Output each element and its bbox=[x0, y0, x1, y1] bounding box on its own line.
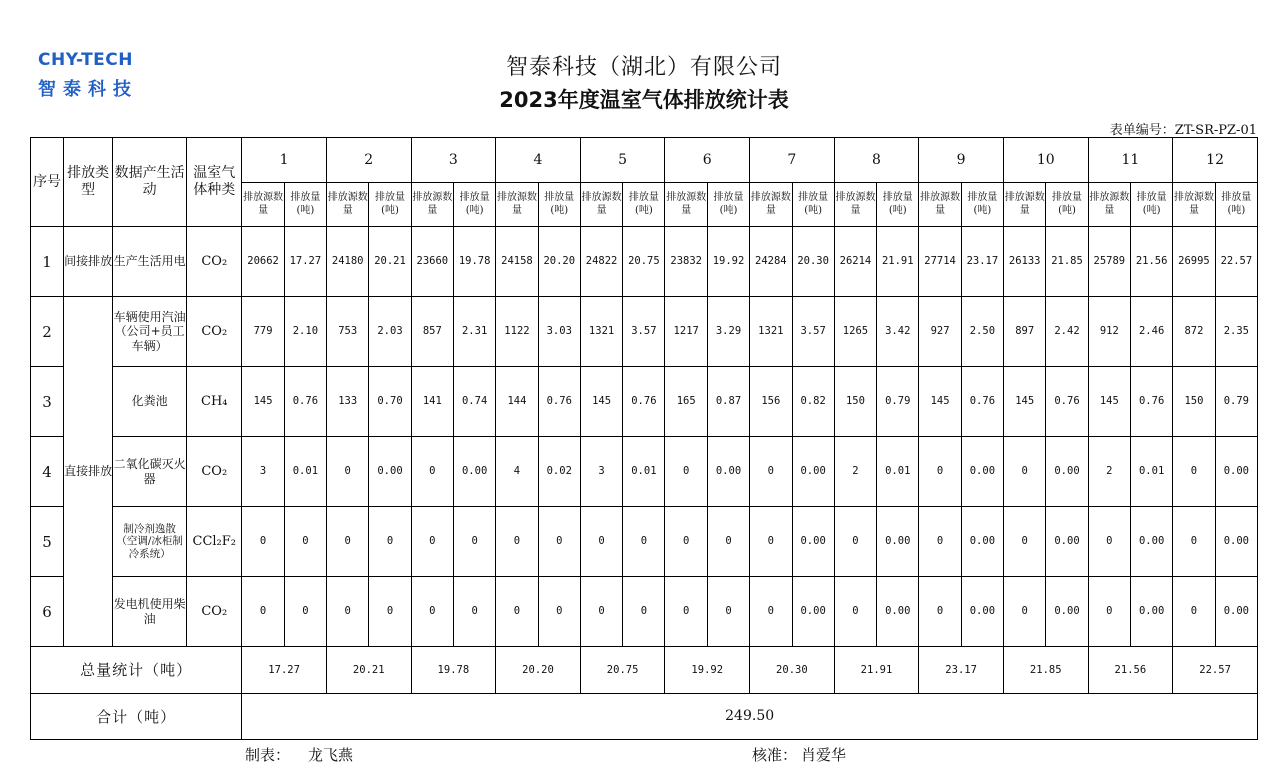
cell-emission-amount: 0.01 bbox=[284, 437, 326, 507]
cell-source-count: 0 bbox=[1173, 507, 1216, 577]
row-activity: 车辆使用汽油（公司+员工车辆） bbox=[113, 297, 187, 367]
header-emission-amount: 排放量(吨) bbox=[792, 183, 834, 227]
cell-emission-amount: 2.03 bbox=[369, 297, 411, 367]
cell-emission-amount: 0.00 bbox=[369, 437, 411, 507]
cell-source-count: 0 bbox=[411, 507, 454, 577]
cell-emission-amount: 0.79 bbox=[877, 367, 919, 437]
cell-source-count: 23832 bbox=[665, 227, 708, 297]
cell-emission-amount: 0.00 bbox=[1046, 577, 1088, 647]
cell-source-count: 133 bbox=[326, 367, 369, 437]
cell-emission-amount: 2.31 bbox=[454, 297, 496, 367]
header-month: 7 bbox=[750, 138, 835, 183]
row-index: 2 bbox=[31, 297, 64, 367]
cell-source-count: 4 bbox=[496, 437, 539, 507]
cell-emission-amount: 0.00 bbox=[1215, 577, 1257, 647]
cell-emission-amount: 0.00 bbox=[961, 437, 1003, 507]
header-emission-amount: 排放量(吨) bbox=[707, 183, 749, 227]
row-activity: 生产生活用电 bbox=[113, 227, 187, 297]
cell-emission-amount: 22.57 bbox=[1215, 227, 1257, 297]
header-emission-amount: 排放量(吨) bbox=[961, 183, 1003, 227]
cell-source-count: 145 bbox=[1003, 367, 1046, 437]
cell-emission-amount: 3.03 bbox=[538, 297, 580, 367]
header-source-count: 排放源数量 bbox=[750, 183, 793, 227]
cell-source-count: 145 bbox=[1088, 367, 1131, 437]
cell-source-count: 872 bbox=[1173, 297, 1216, 367]
cell-emission-amount: 0.02 bbox=[538, 437, 580, 507]
row-activity: 化粪池 bbox=[113, 367, 187, 437]
header-source-count: 排放源数量 bbox=[1003, 183, 1046, 227]
cell-source-count: 0 bbox=[665, 577, 708, 647]
row-index: 5 bbox=[31, 507, 64, 577]
row-index: 6 bbox=[31, 577, 64, 647]
cell-source-count: 3 bbox=[242, 437, 285, 507]
cell-source-count: 1321 bbox=[580, 297, 623, 367]
cell-source-count: 0 bbox=[496, 507, 539, 577]
cell-source-count: 0 bbox=[834, 507, 877, 577]
totals-label: 总量统计（吨） bbox=[31, 647, 242, 694]
row-index: 1 bbox=[31, 227, 64, 297]
header-source-count: 排放源数量 bbox=[834, 183, 877, 227]
cell-source-count: 150 bbox=[1173, 367, 1216, 437]
cell-emission-amount: 0.76 bbox=[1131, 367, 1173, 437]
header-month: 10 bbox=[1003, 138, 1088, 183]
month-total: 20.20 bbox=[496, 647, 581, 694]
header-emission-amount: 排放量(吨) bbox=[369, 183, 411, 227]
cell-source-count: 26214 bbox=[834, 227, 877, 297]
cell-source-count: 0 bbox=[411, 577, 454, 647]
cell-source-count: 779 bbox=[242, 297, 285, 367]
cell-emission-amount: 0.00 bbox=[707, 437, 749, 507]
cell-emission-amount: 0.82 bbox=[792, 367, 834, 437]
cell-emission-amount: 2.50 bbox=[961, 297, 1003, 367]
form-number: 表单编号：ZT-SR-PZ-01 bbox=[1109, 123, 1257, 138]
cell-source-count: 144 bbox=[496, 367, 539, 437]
cell-emission-amount: 0.76 bbox=[623, 367, 665, 437]
cell-source-count: 0 bbox=[750, 577, 793, 647]
cell-source-count: 165 bbox=[665, 367, 708, 437]
cell-emission-amount: 0.01 bbox=[877, 437, 919, 507]
cell-emission-amount: 0.00 bbox=[792, 577, 834, 647]
cell-emission-amount: 3.29 bbox=[707, 297, 749, 367]
cell-emission-amount: 0 bbox=[538, 577, 580, 647]
row-activity: 制冷剂逸散（空调/冰柜制冷系统） bbox=[113, 507, 187, 577]
row-index: 4 bbox=[31, 437, 64, 507]
cell-emission-amount: 0.76 bbox=[961, 367, 1003, 437]
cell-source-count: 0 bbox=[580, 507, 623, 577]
header-index: 序号 bbox=[31, 138, 64, 227]
cell-emission-amount: 0.00 bbox=[1215, 437, 1257, 507]
cell-source-count: 0 bbox=[665, 437, 708, 507]
cell-source-count: 25789 bbox=[1088, 227, 1131, 297]
cell-emission-amount: 17.27 bbox=[284, 227, 326, 297]
cell-source-count: 0 bbox=[1003, 437, 1046, 507]
logo-chinese: 智泰科技 bbox=[38, 79, 138, 100]
cell-emission-amount: 0.79 bbox=[1215, 367, 1257, 437]
cell-emission-amount: 0 bbox=[707, 577, 749, 647]
header-source-count: 排放源数量 bbox=[1173, 183, 1216, 227]
cell-source-count: 0 bbox=[496, 577, 539, 647]
row-activity: 二氧化碳灭火器 bbox=[113, 437, 187, 507]
cell-source-count: 26995 bbox=[1173, 227, 1216, 297]
cell-source-count: 24180 bbox=[326, 227, 369, 297]
header-source-count: 排放源数量 bbox=[411, 183, 454, 227]
prepared-by-label: 制表： bbox=[245, 746, 291, 764]
row-activity: 发电机使用柴油 bbox=[113, 577, 187, 647]
month-total: 20.30 bbox=[750, 647, 835, 694]
cell-source-count: 27714 bbox=[919, 227, 962, 297]
header-source-count: 排放源数量 bbox=[326, 183, 369, 227]
row-gas: CO₂ bbox=[187, 227, 242, 297]
cell-source-count: 1321 bbox=[750, 297, 793, 367]
header-emission-amount: 排放量(吨) bbox=[1046, 183, 1088, 227]
cell-emission-amount: 2.10 bbox=[284, 297, 326, 367]
header-emission-amount: 排放量(吨) bbox=[538, 183, 580, 227]
cell-emission-amount: 0.00 bbox=[792, 437, 834, 507]
header-emission-amount: 排放量(吨) bbox=[877, 183, 919, 227]
cell-emission-amount: 0.00 bbox=[877, 507, 919, 577]
cell-source-count: 912 bbox=[1088, 297, 1131, 367]
month-total: 17.27 bbox=[242, 647, 327, 694]
cell-source-count: 0 bbox=[919, 507, 962, 577]
cell-source-count: 24158 bbox=[496, 227, 539, 297]
cell-source-count: 753 bbox=[326, 297, 369, 367]
header-month: 9 bbox=[919, 138, 1004, 183]
cell-source-count: 150 bbox=[834, 367, 877, 437]
cell-emission-amount: 0 bbox=[707, 507, 749, 577]
header-emission-amount: 排放量(吨) bbox=[454, 183, 496, 227]
month-total: 20.75 bbox=[580, 647, 665, 694]
emission-type-indirect: 间接排放 bbox=[64, 227, 113, 297]
header-emission-amount: 排放量(吨) bbox=[1215, 183, 1257, 227]
cell-emission-amount: 20.30 bbox=[792, 227, 834, 297]
prepared-by-name: 龙飞燕 bbox=[308, 746, 354, 764]
cell-emission-amount: 20.75 bbox=[623, 227, 665, 297]
cell-source-count: 145 bbox=[242, 367, 285, 437]
table-row bbox=[31, 367, 1258, 437]
cell-source-count: 145 bbox=[580, 367, 623, 437]
emission-type-direct: 直接排放 bbox=[64, 297, 113, 647]
table-row bbox=[31, 577, 1258, 647]
cell-emission-amount: 0 bbox=[538, 507, 580, 577]
emission-table bbox=[30, 137, 1258, 740]
cell-emission-amount: 19.78 bbox=[454, 227, 496, 297]
cell-emission-amount: 0.00 bbox=[1046, 437, 1088, 507]
cell-source-count: 0 bbox=[919, 577, 962, 647]
header-source-count: 排放源数量 bbox=[919, 183, 962, 227]
cell-emission-amount: 0 bbox=[623, 507, 665, 577]
table-row bbox=[31, 437, 1258, 507]
cell-emission-amount: 2.46 bbox=[1131, 297, 1173, 367]
cell-source-count: 24822 bbox=[580, 227, 623, 297]
cell-emission-amount: 3.42 bbox=[877, 297, 919, 367]
cell-source-count: 2 bbox=[834, 437, 877, 507]
cell-emission-amount: 0.74 bbox=[454, 367, 496, 437]
cell-source-count: 0 bbox=[580, 577, 623, 647]
month-total: 21.56 bbox=[1088, 647, 1173, 694]
cell-emission-amount: 3.57 bbox=[792, 297, 834, 367]
cell-emission-amount: 0.00 bbox=[1131, 577, 1173, 647]
cell-source-count: 26133 bbox=[1003, 227, 1046, 297]
cell-source-count: 0 bbox=[411, 437, 454, 507]
header-source-count: 排放源数量 bbox=[496, 183, 539, 227]
header-month: 12 bbox=[1173, 138, 1258, 183]
cell-source-count: 23660 bbox=[411, 227, 454, 297]
cell-emission-amount: 0.00 bbox=[961, 577, 1003, 647]
row-gas: CO₂ bbox=[187, 297, 242, 367]
cell-emission-amount: 2.35 bbox=[1215, 297, 1257, 367]
cell-emission-amount: 0 bbox=[369, 507, 411, 577]
row-gas: CO₂ bbox=[187, 437, 242, 507]
cell-emission-amount: 0.00 bbox=[1046, 507, 1088, 577]
table-row bbox=[31, 227, 1258, 297]
cell-emission-amount: 0 bbox=[623, 577, 665, 647]
header-month: 3 bbox=[411, 138, 496, 183]
cell-source-count: 0 bbox=[1173, 577, 1216, 647]
cell-emission-amount: 21.85 bbox=[1046, 227, 1088, 297]
cell-emission-amount: 19.92 bbox=[707, 227, 749, 297]
logo-english: CHY-TECH bbox=[38, 50, 133, 70]
cell-emission-amount: 0 bbox=[369, 577, 411, 647]
month-total: 21.91 bbox=[834, 647, 919, 694]
month-total: 20.21 bbox=[326, 647, 411, 694]
header-source-count: 排放源数量 bbox=[665, 183, 708, 227]
header-emission-amount: 排放量(吨) bbox=[623, 183, 665, 227]
company-name: 智泰科技（湖北）有限公司 bbox=[505, 55, 782, 80]
cell-emission-amount: 0.00 bbox=[877, 577, 919, 647]
table-row bbox=[31, 297, 1258, 367]
cell-source-count: 1122 bbox=[496, 297, 539, 367]
grand-total-label: 合计（吨） bbox=[31, 694, 242, 740]
header-gas-type: 温室气体种类 bbox=[187, 138, 242, 227]
cell-emission-amount: 21.56 bbox=[1131, 227, 1173, 297]
cell-source-count: 1217 bbox=[665, 297, 708, 367]
cell-source-count: 897 bbox=[1003, 297, 1046, 367]
cell-source-count: 0 bbox=[242, 577, 285, 647]
cell-source-count: 141 bbox=[411, 367, 454, 437]
cell-source-count: 927 bbox=[919, 297, 962, 367]
cell-emission-amount: 0.76 bbox=[538, 367, 580, 437]
cell-emission-amount: 0 bbox=[284, 577, 326, 647]
header-month: 4 bbox=[496, 138, 581, 183]
cell-source-count: 0 bbox=[750, 507, 793, 577]
cell-source-count: 0 bbox=[665, 507, 708, 577]
cell-source-count: 0 bbox=[1003, 577, 1046, 647]
month-total: 22.57 bbox=[1173, 647, 1258, 694]
cell-source-count: 2 bbox=[1088, 437, 1131, 507]
cell-emission-amount: 0.00 bbox=[961, 507, 1003, 577]
cell-emission-amount: 0.01 bbox=[623, 437, 665, 507]
grand-total-value: 249.50 bbox=[242, 694, 1258, 740]
header-month: 8 bbox=[834, 138, 919, 183]
cell-source-count: 0 bbox=[242, 507, 285, 577]
header-month: 2 bbox=[326, 138, 411, 183]
approved-by bbox=[752, 744, 846, 765]
cell-source-count: 857 bbox=[411, 297, 454, 367]
cell-source-count: 156 bbox=[750, 367, 793, 437]
header-source-count: 排放源数量 bbox=[242, 183, 285, 227]
cell-emission-amount: 0.76 bbox=[1046, 367, 1088, 437]
cell-source-count: 0 bbox=[834, 577, 877, 647]
cell-emission-amount: 23.17 bbox=[961, 227, 1003, 297]
row-gas: CO₂ bbox=[187, 577, 242, 647]
cell-source-count: 0 bbox=[1088, 577, 1131, 647]
row-index: 3 bbox=[31, 367, 64, 437]
cell-source-count: 145 bbox=[919, 367, 962, 437]
cell-emission-amount: 0.00 bbox=[1131, 507, 1173, 577]
cell-source-count: 0 bbox=[750, 437, 793, 507]
cell-source-count: 3 bbox=[580, 437, 623, 507]
cell-emission-amount: 0.76 bbox=[284, 367, 326, 437]
cell-source-count: 1265 bbox=[834, 297, 877, 367]
cell-emission-amount: 0.00 bbox=[454, 437, 496, 507]
header-emission-type: 排放类型 bbox=[64, 138, 113, 227]
month-total: 21.85 bbox=[1003, 647, 1088, 694]
cell-emission-amount: 2.42 bbox=[1046, 297, 1088, 367]
cell-emission-amount: 0.70 bbox=[369, 367, 411, 437]
cell-emission-amount: 0.00 bbox=[1215, 507, 1257, 577]
cell-source-count: 0 bbox=[919, 437, 962, 507]
cell-source-count: 0 bbox=[326, 577, 369, 647]
cell-source-count: 0 bbox=[326, 437, 369, 507]
header-emission-amount: 排放量(吨) bbox=[284, 183, 326, 227]
cell-emission-amount: 0.00 bbox=[792, 507, 834, 577]
month-total: 19.92 bbox=[665, 647, 750, 694]
cell-emission-amount: 0.87 bbox=[707, 367, 749, 437]
cell-emission-amount: 20.20 bbox=[538, 227, 580, 297]
cell-emission-amount: 0 bbox=[454, 577, 496, 647]
cell-emission-amount: 21.91 bbox=[877, 227, 919, 297]
cell-emission-amount: 3.57 bbox=[623, 297, 665, 367]
cell-emission-amount: 20.21 bbox=[369, 227, 411, 297]
header-month: 5 bbox=[580, 138, 665, 183]
cell-source-count: 24284 bbox=[750, 227, 793, 297]
header-month: 6 bbox=[665, 138, 750, 183]
header-activity: 数据产生活动 bbox=[113, 138, 187, 227]
row-gas: CCl₂F₂ bbox=[187, 507, 242, 577]
header-source-count: 排放源数量 bbox=[580, 183, 623, 227]
month-total: 23.17 bbox=[919, 647, 1004, 694]
header-source-count: 排放源数量 bbox=[1088, 183, 1131, 227]
cell-source-count: 0 bbox=[1173, 437, 1216, 507]
header-month: 11 bbox=[1088, 138, 1173, 183]
cell-emission-amount: 0 bbox=[284, 507, 326, 577]
header-month: 1 bbox=[242, 138, 327, 183]
row-gas: CH₄ bbox=[187, 367, 242, 437]
approved-by-label: 核准： bbox=[752, 746, 798, 764]
header-emission-amount: 排放量(吨) bbox=[1131, 183, 1173, 227]
cell-emission-amount: 0.01 bbox=[1131, 437, 1173, 507]
approved-by-name: 肖爱华 bbox=[801, 746, 847, 764]
prepared-by bbox=[245, 744, 353, 765]
cell-source-count: 0 bbox=[1088, 507, 1131, 577]
cell-source-count: 0 bbox=[1003, 507, 1046, 577]
table-row bbox=[31, 507, 1258, 577]
cell-source-count: 20662 bbox=[242, 227, 285, 297]
cell-source-count: 0 bbox=[326, 507, 369, 577]
month-total: 19.78 bbox=[411, 647, 496, 694]
cell-emission-amount: 0 bbox=[454, 507, 496, 577]
page-title: 2023年度温室气体排放统计表 bbox=[499, 88, 789, 112]
